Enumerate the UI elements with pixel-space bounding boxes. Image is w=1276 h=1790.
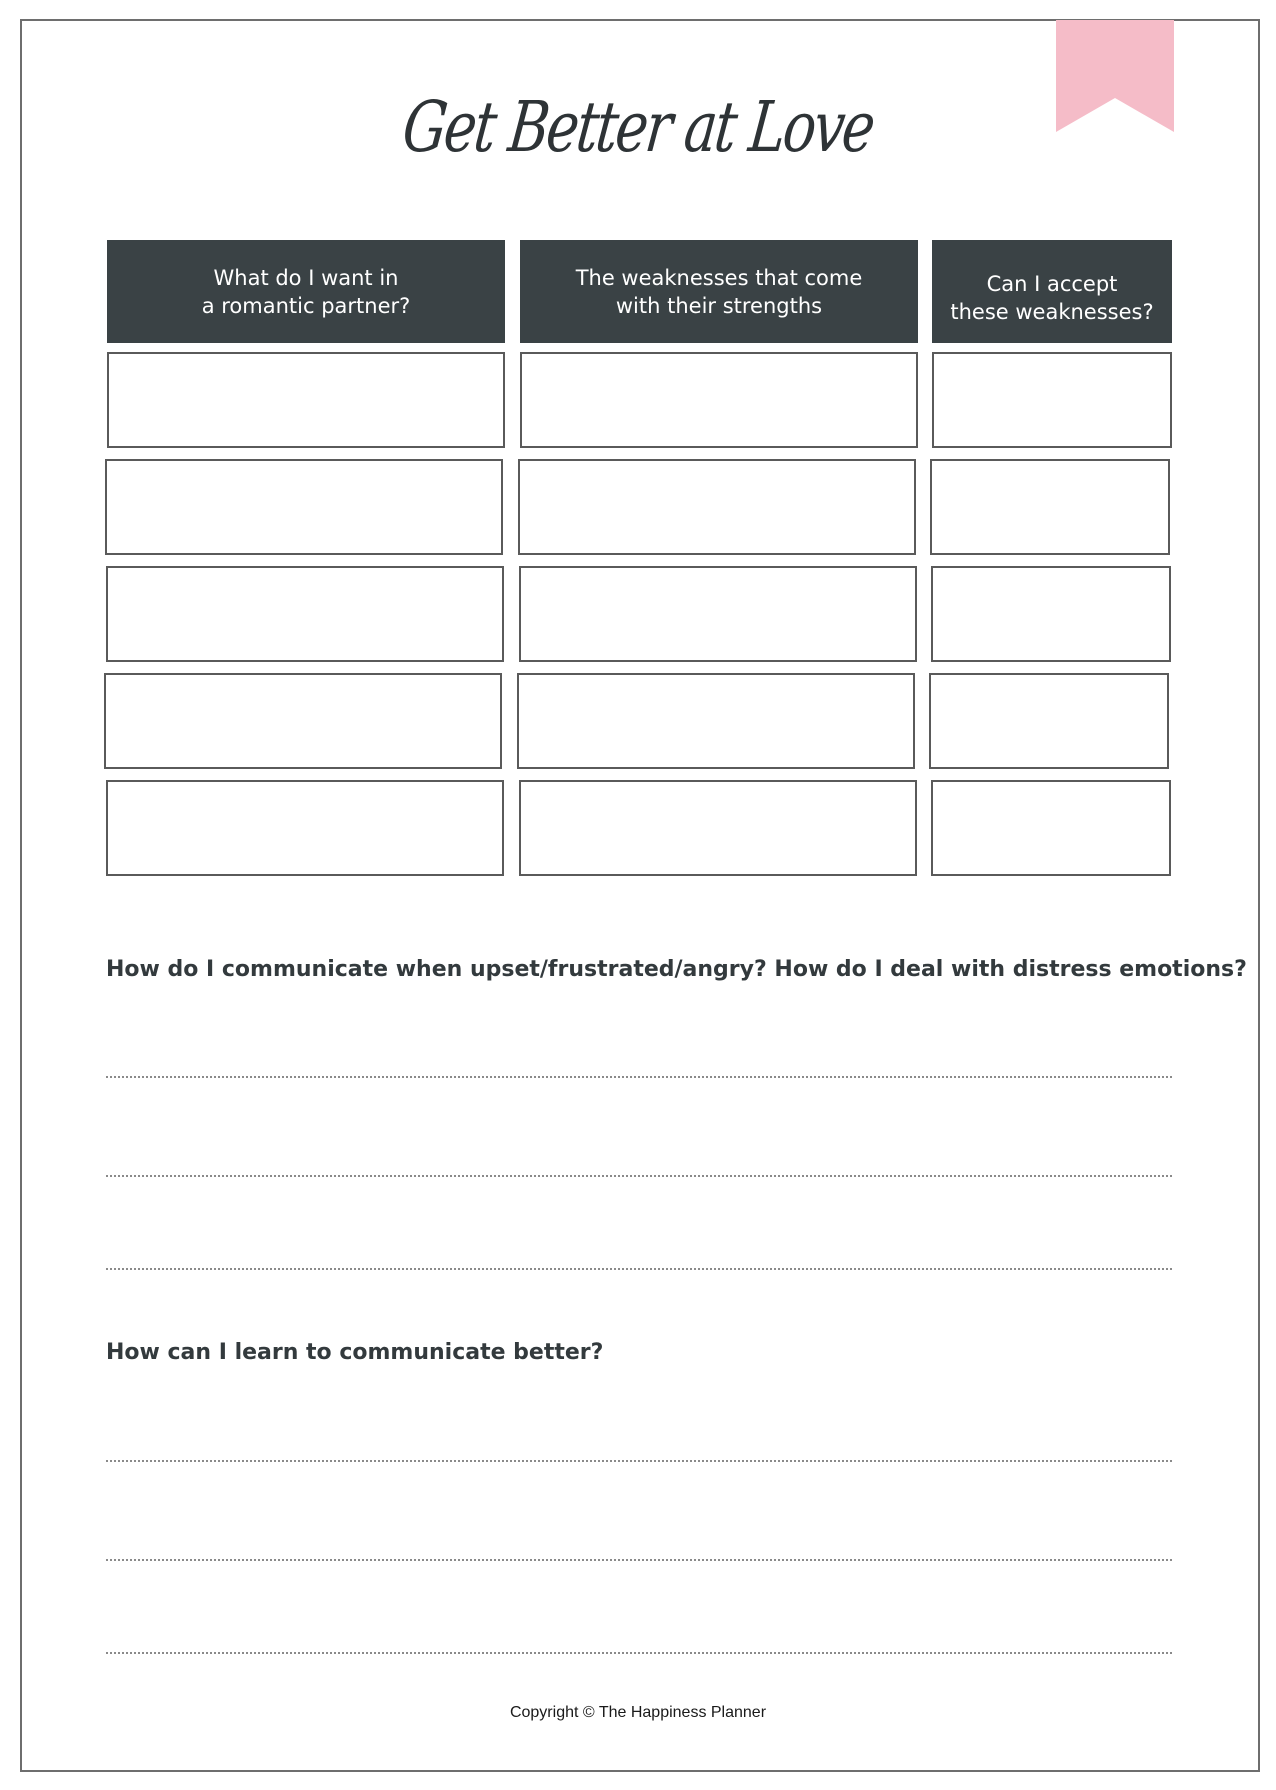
table-cell-weaknesses[interactable] bbox=[520, 352, 918, 448]
answer-line[interactable] bbox=[106, 1076, 1172, 1078]
answer-line[interactable] bbox=[106, 1652, 1172, 1654]
answer-line[interactable] bbox=[106, 1460, 1172, 1462]
table-cell-accept[interactable] bbox=[930, 459, 1170, 555]
page-title: Get Better at Love bbox=[398, 86, 878, 168]
table-cell-weaknesses[interactable] bbox=[517, 673, 915, 769]
table-cell-partner[interactable] bbox=[106, 566, 504, 662]
question-communicate-better: How can I learn to communicate better? bbox=[106, 1340, 604, 1365]
answer-line[interactable] bbox=[106, 1559, 1172, 1561]
table-cell-weaknesses[interactable] bbox=[518, 459, 916, 555]
column-header-weaknesses: The weaknesses that come with their strengths bbox=[520, 240, 918, 343]
table-cell-accept[interactable] bbox=[929, 673, 1169, 769]
table-cell-weaknesses[interactable] bbox=[519, 566, 917, 662]
answer-line[interactable] bbox=[106, 1175, 1172, 1177]
column-header-accept: Can I accept these weaknesses? bbox=[932, 240, 1172, 343]
copyright-text: Copyright © The Happiness Planner bbox=[509, 1704, 767, 1721]
table-cell-accept[interactable] bbox=[932, 352, 1172, 448]
table-cell-partner[interactable] bbox=[104, 673, 502, 769]
table-cell-accept[interactable] bbox=[931, 780, 1171, 876]
question-communicate-upset: How do I communicate when upset/frustrated/angry? How do I deal with distress emotions? bbox=[106, 957, 1247, 982]
table-cell-partner[interactable] bbox=[106, 780, 504, 876]
answer-line[interactable] bbox=[106, 1268, 1172, 1270]
table-cell-partner[interactable] bbox=[107, 352, 505, 448]
column-header-partner: What do I want in a romantic partner? bbox=[107, 240, 505, 343]
table-cell-accept[interactable] bbox=[931, 566, 1171, 662]
table-cell-weaknesses[interactable] bbox=[519, 780, 917, 876]
table-cell-partner[interactable] bbox=[105, 459, 503, 555]
